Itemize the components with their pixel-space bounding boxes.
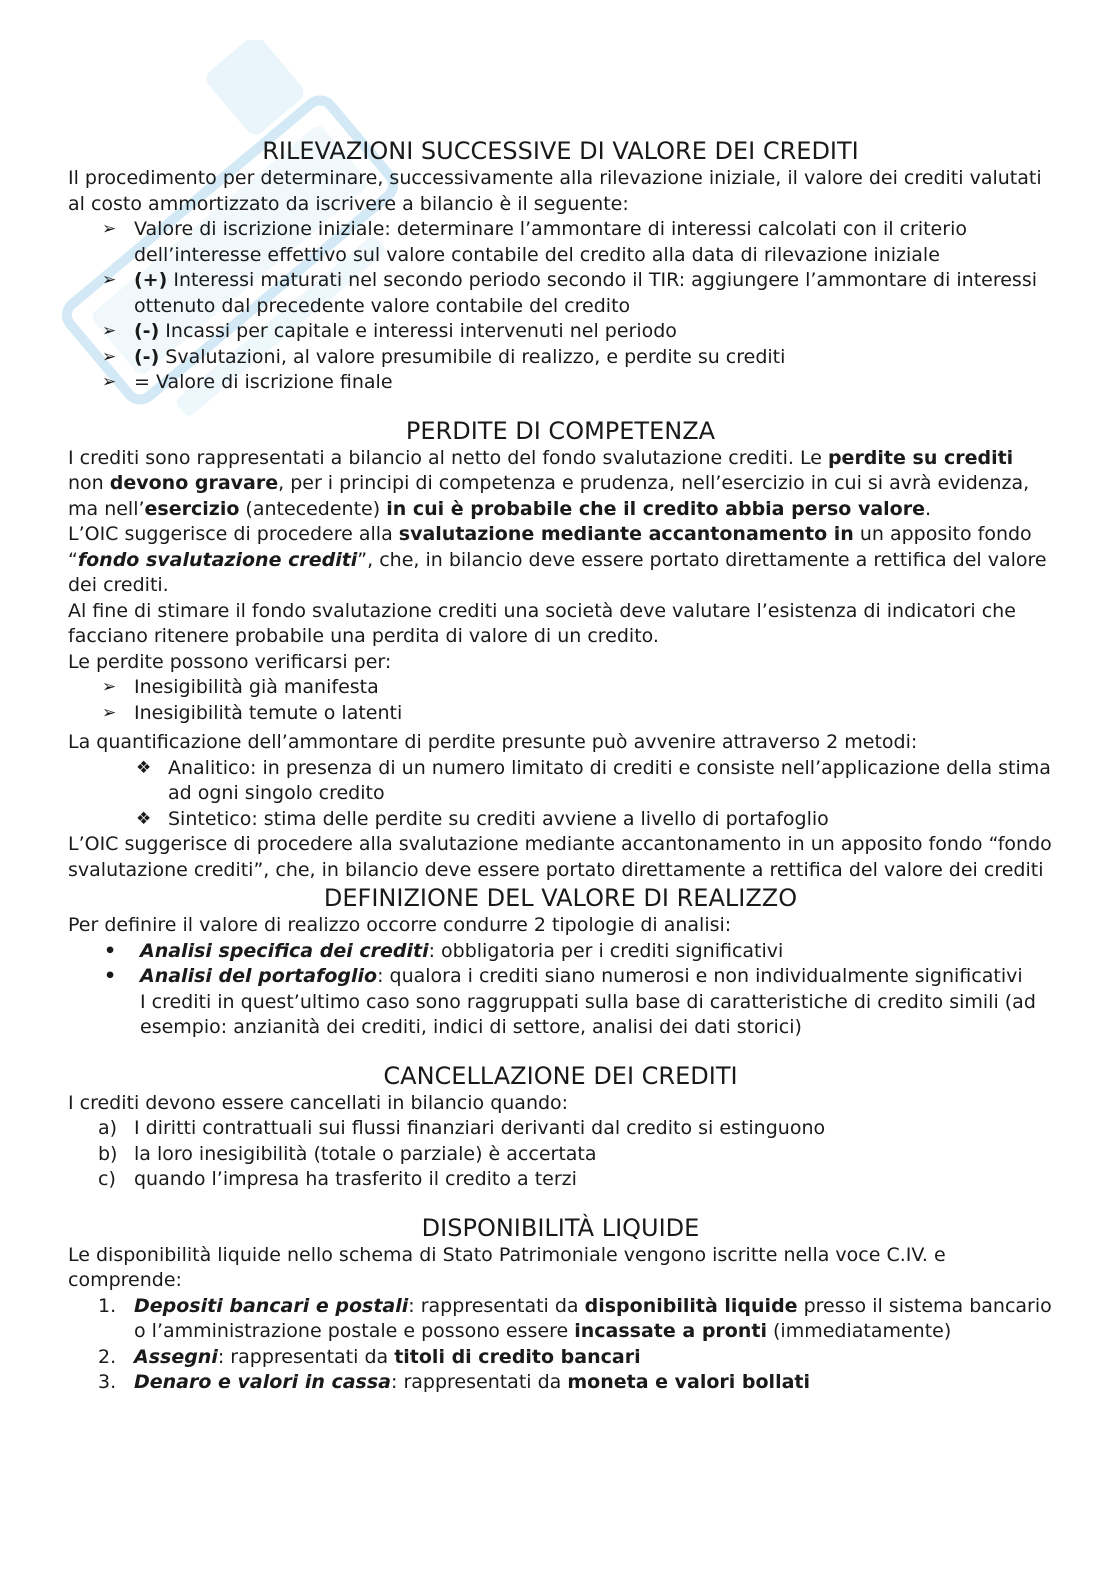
diamond-bullet-icon: ❖: [136, 757, 152, 778]
paragraph: L’OIC suggerisce di procedere alla svalutazione mediante accantonamento in un apposito fondo “fondo svalutazione crediti”, che, in bilancio deve essere portato direttamente a rettifica del valore dei crediti: [68, 833, 1052, 881]
arrow-list: [68, 675, 1053, 726]
paragraph: L’OIC suggerisce di procedere alla svalutazione mediante accantonamento in un apposito fondo “fondo svalutazione crediti”, che, in bilancio deve essere portato direttamente a rettifica del valore dei crediti.: [68, 523, 1047, 596]
paragraph: Al fine di stimare il fondo svalutazione crediti una società deve valutare l’esistenza di indicatori che facciano ritenere probabile una perdita di valore di un credito.: [68, 599, 1016, 647]
list-item: a) I diritti contrattuali sui flussi finanziari derivanti dal credito si estinguono: [98, 1117, 826, 1139]
paragraph-intro: I crediti devono essere cancellati in bilancio quando:: [68, 1091, 569, 1114]
arrow-bullet-icon: ➢: [102, 346, 117, 367]
list-item: ➢ (-) Svalutazioni, al valore presumibile di realizzo, e perdite su crediti: [68, 345, 1053, 371]
arrow-bullet-icon: ➢: [102, 702, 117, 723]
numbered-list: [68, 1294, 1053, 1396]
list-item: ❖ Analitico: in presenza di un numero limitato di crediti e consiste nell’applicazione della stima ad ogni singolo credito: [136, 756, 1051, 804]
paragraph-intro: Le disponibilità liquide nello schema di Stato Patrimoniale vengono iscritte nella voce C.IV. e comprende:: [68, 1243, 946, 1291]
document-page: [68, 136, 1053, 1396]
list-item: ❖ Sintetico: stima delle perdite su crediti avviene a livello di portafoglio: [68, 807, 1053, 833]
section-title-rilevazioni: RILEVAZIONI SUCCESSIVE DI VALORE DEI CREDITI: [262, 137, 859, 165]
list-item: 3. Denaro e valori in cassa: rappresentati da moneta e valori bollati: [98, 1371, 810, 1393]
paragraph: Le perdite possono verificarsi per:: [68, 650, 392, 673]
paragraph-intro: Per definire il valore di realizzo occorre condurre 2 tipologie di analisi:: [68, 914, 732, 936]
diamond-bullet-icon: ❖: [136, 808, 152, 829]
list-item: ➢ (-) Incassi per capitale e interessi intervenuti nel periodo: [68, 319, 1053, 345]
list-item: 1. Depositi bancari e postali: rappresentati da disponibilità liquide presso il sistema bancario o l’amministrazione postale e possono essere incassate a pronti (immediatamente): [98, 1294, 1052, 1342]
section-title-disponibilita: DISPONIBILITÀ LIQUIDE: [421, 1213, 700, 1242]
list-item: c) quando l’impresa ha trasferito il credito a terzi: [98, 1168, 577, 1190]
bullet-list: [68, 939, 1053, 1041]
arrow-bullet-icon: ➢: [102, 677, 117, 697]
arrow-bullet-icon: ➢: [102, 219, 117, 239]
arrow-bullet-icon: ➢: [102, 321, 117, 341]
list-item: 2. Assegni: rappresentati da titoli di credito bancari: [98, 1345, 641, 1368]
list-item: ➢ Inesigibilità temute o latenti: [68, 701, 1053, 727]
paragraph-intro: Il procedimento per determinare, successivamente alla rilevazione iniziale, il valore dei crediti valutati al costo ammortizzato da iscrivere a bilancio è il seguente:: [68, 167, 1042, 215]
list-item: ➢ Inesigibilità già manifesta: [68, 675, 1053, 701]
list-item: ➢ = Valore di iscrizione finale: [68, 370, 1053, 396]
paragraph: I crediti sono rappresentati a bilancio al netto del fondo svalutazione crediti. Le perdite su crediti non devono gravare, per i principi di competenza e prudenza, nell’esercizio in cui si avrà evidenza, ma nell’esercizio (antecedente) in cui è probabile che il credito abbia perso valore.: [68, 446, 1030, 520]
arrow-bullet-icon: ➢: [102, 270, 117, 290]
list-item: b) la loro inesigibilità (totale o parziale) è accertata: [98, 1142, 597, 1165]
list-item: • Analisi specifica dei crediti: obbligatoria per i crediti significativi: [68, 939, 1053, 965]
section-title-perdite: PERDITE DI COMPETENZA: [405, 416, 716, 445]
arrow-list: [68, 217, 1053, 396]
list-item: ➢ (+) Interessi maturati nel secondo periodo secondo il TIR: aggiungere l’ammontare di interessi ottenuto dal precedente valore contabile del credito: [102, 269, 1038, 317]
diamond-list: [68, 756, 1053, 833]
section-title-cancellazione: CANCELLAZIONE DEI CREDITI: [383, 1061, 738, 1090]
list-item: • Analisi del portafoglio: qualora i crediti siano numerosi e non individualmente significativi I crediti in quest’ultimo caso sono raggruppati sulla base di caratteristiche di credito simili (ad esempio: anzianità dei crediti, indici di settore, analisi dei dati storici): [104, 965, 1036, 1038]
lettered-list: [68, 1116, 1053, 1193]
list-item: ➢ Valore di iscrizione iniziale: determinare l’ammontare di interessi calcolati con il criterio dell’interesse effettivo sul valore contabile del credito alla data di rilevazione iniziale: [102, 218, 967, 266]
paragraph: La quantificazione dell’ammontare di perdite presunte può avvenire attraverso 2 metodi:: [68, 731, 918, 753]
section-title-realizzo: DEFINIZIONE DEL VALORE DI REALIZZO: [323, 884, 798, 912]
bullet-icon: •: [104, 965, 117, 987]
bullet-icon: •: [104, 939, 117, 962]
arrow-bullet-icon: ➢: [102, 372, 117, 392]
